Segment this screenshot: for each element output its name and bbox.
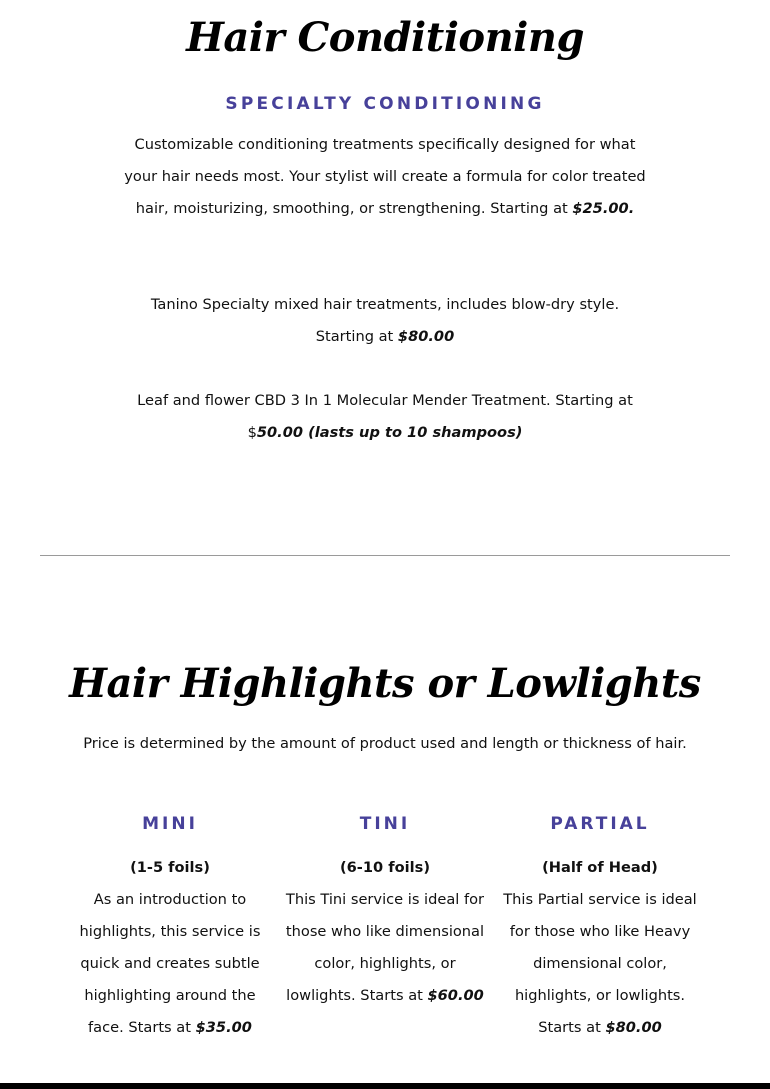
highlights-title: Hair Highlights or Lowlights	[69, 660, 701, 707]
service-name: TINI	[359, 814, 411, 834]
cbd-treatment-dollar: $	[247, 424, 257, 441]
cbd-treatment-description	[120, 385, 650, 449]
service-price: $80.00	[605, 1019, 662, 1036]
tanino-treatment-description	[120, 289, 650, 353]
service-price: $35.00	[195, 1019, 252, 1036]
service-tini	[285, 810, 485, 1012]
tanino-treatment-text: Tanino Specialty mixed hair treatments, includes blow-dry style. Starting at	[150, 296, 620, 345]
service-mini	[70, 810, 270, 1044]
highlights-intro: Price is determined by the amount of product used and length or thickness of hair.	[83, 735, 687, 752]
service-foils: (Half of Head)	[542, 859, 658, 876]
cbd-treatment-price: 50.00 (lasts up to 10 shampoos)	[256, 424, 523, 441]
section-divider	[40, 555, 730, 556]
service-description-text: This Tini service is ideal for those who like dimensional color, highlights, or lowlights. Starts at	[285, 891, 485, 1004]
cbd-treatment-text: Leaf and flower CBD 3 In 1 Molecular Mender Treatment. Starting at	[137, 392, 633, 409]
bottom-bar	[0, 1083, 770, 1089]
service-foils: (1-5 foils)	[130, 859, 210, 876]
service-name: PARTIAL	[550, 814, 650, 834]
conditioning-description	[120, 129, 650, 225]
service-description-text: This Partial service is ideal for those who like Heavy dimensional color, highlights, or lowlights. Starts at	[503, 891, 697, 1036]
tanino-treatment-price: $80.00	[397, 328, 455, 345]
service-description	[500, 884, 700, 1044]
service-foils: (6-10 foils)	[339, 859, 430, 876]
conditioning-title: Hair Conditioning	[186, 14, 584, 61]
service-name: MINI	[142, 814, 198, 834]
service-price: $60.00	[427, 987, 484, 1004]
specialty-conditioning-heading: SPECIALTY CONDITIONING	[225, 94, 545, 114]
service-description-text: As an introduction to highlights, this service is quick and creates subtle highlighting around the face. Starts at	[79, 891, 261, 1036]
service-description	[70, 884, 270, 1044]
service-partial	[500, 810, 700, 1044]
service-description	[285, 884, 485, 1012]
conditioning-description-text: Customizable conditioning treatments specifically designed for what your hair needs most. Your stylist will create a formula for color treated hair, moisturizing, smoothing, or strengthening. Starting at	[124, 136, 646, 217]
conditioning-price: $25.00.	[572, 200, 635, 217]
